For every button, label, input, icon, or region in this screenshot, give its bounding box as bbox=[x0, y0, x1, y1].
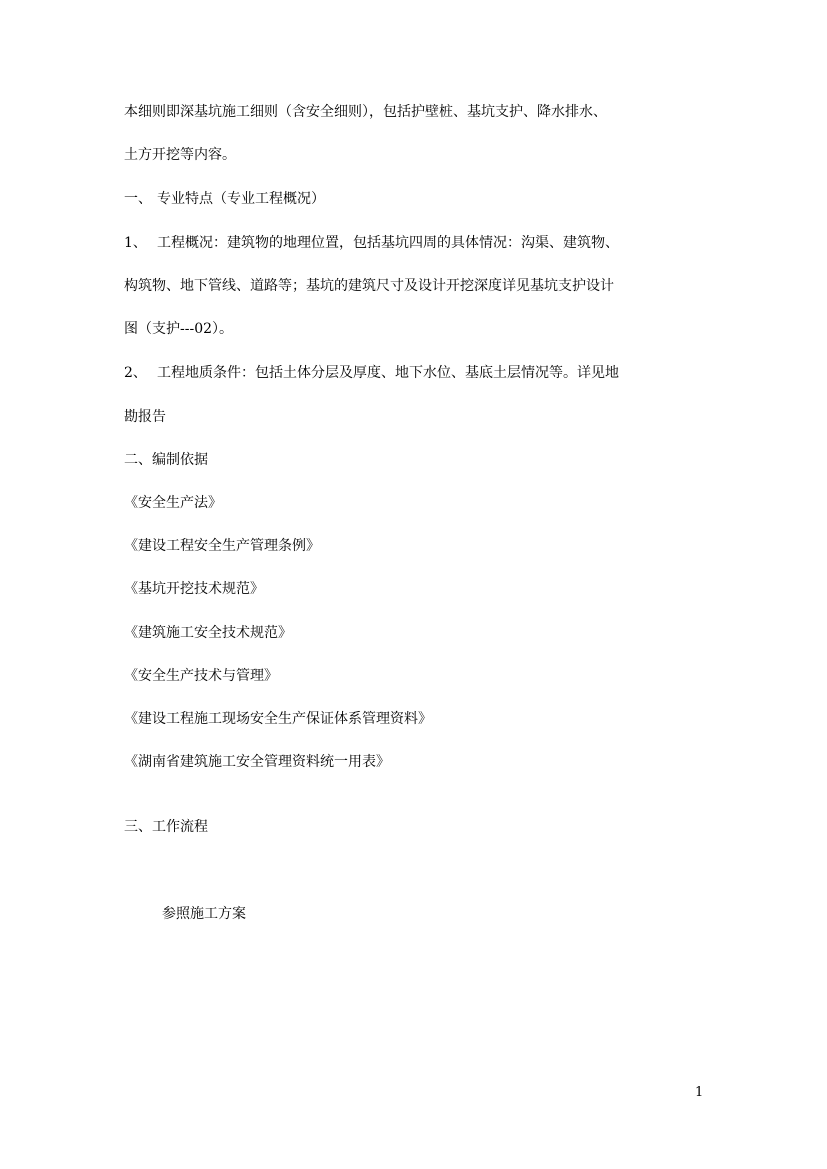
item1-text-1: 工程概况：建筑物的地理位置，包括基坑四周的具体情况：沟渠、建筑物、 bbox=[157, 235, 619, 251]
item2-text-1: 工程地质条件：包括土体分层及厚度、地下水位、基底土层情况等。详见地 bbox=[157, 365, 619, 381]
reference-item: 《建设工程施工现场安全生产保证体系管理资料》 bbox=[124, 711, 432, 727]
page-number: 1 bbox=[695, 1085, 704, 1100]
reference-item: 《安全生产法》 bbox=[124, 495, 222, 511]
intro-line-1: 本细则即深基坑施工细则（含安全细则），包括护壁桩、基坑支护、降水排水、 bbox=[124, 104, 607, 120]
section2-heading: 二、编制依据 bbox=[124, 452, 208, 468]
reference-item: 《基坑开挖技术规范》 bbox=[124, 581, 264, 597]
reference-item: 《建筑施工安全技术规范》 bbox=[124, 625, 292, 641]
item2-line-2: 勘报告 bbox=[124, 409, 166, 425]
section3-heading: 三、工作流程 bbox=[124, 819, 208, 835]
section1-heading-text: 专业特点（专业工程概况） bbox=[157, 191, 325, 207]
reference-item: 《安全生产技术与管理》 bbox=[124, 668, 278, 684]
item1-num: 1、 bbox=[124, 235, 147, 251]
section3-content: 参照施工方案 bbox=[162, 906, 246, 922]
item2-line-1 bbox=[124, 364, 619, 382]
reference-item: 《湖南省建筑施工安全管理资料统一用表》 bbox=[124, 754, 390, 770]
item1-line-3: 图（支护---02）。 bbox=[124, 321, 234, 337]
item2-num: 2、 bbox=[124, 365, 147, 381]
intro-line-2: 土方开挖等内容。 bbox=[124, 147, 236, 163]
item1-line-1 bbox=[124, 234, 619, 252]
section1-heading bbox=[124, 190, 325, 208]
section1-heading-num: 一、 bbox=[124, 191, 152, 207]
item1-line-2: 构筑物、地下管线、道路等；基坑的建筑尺寸及设计开挖深度详见基坑支护设计 bbox=[124, 278, 614, 294]
reference-item: 《建设工程安全生产管理条例》 bbox=[124, 538, 320, 554]
